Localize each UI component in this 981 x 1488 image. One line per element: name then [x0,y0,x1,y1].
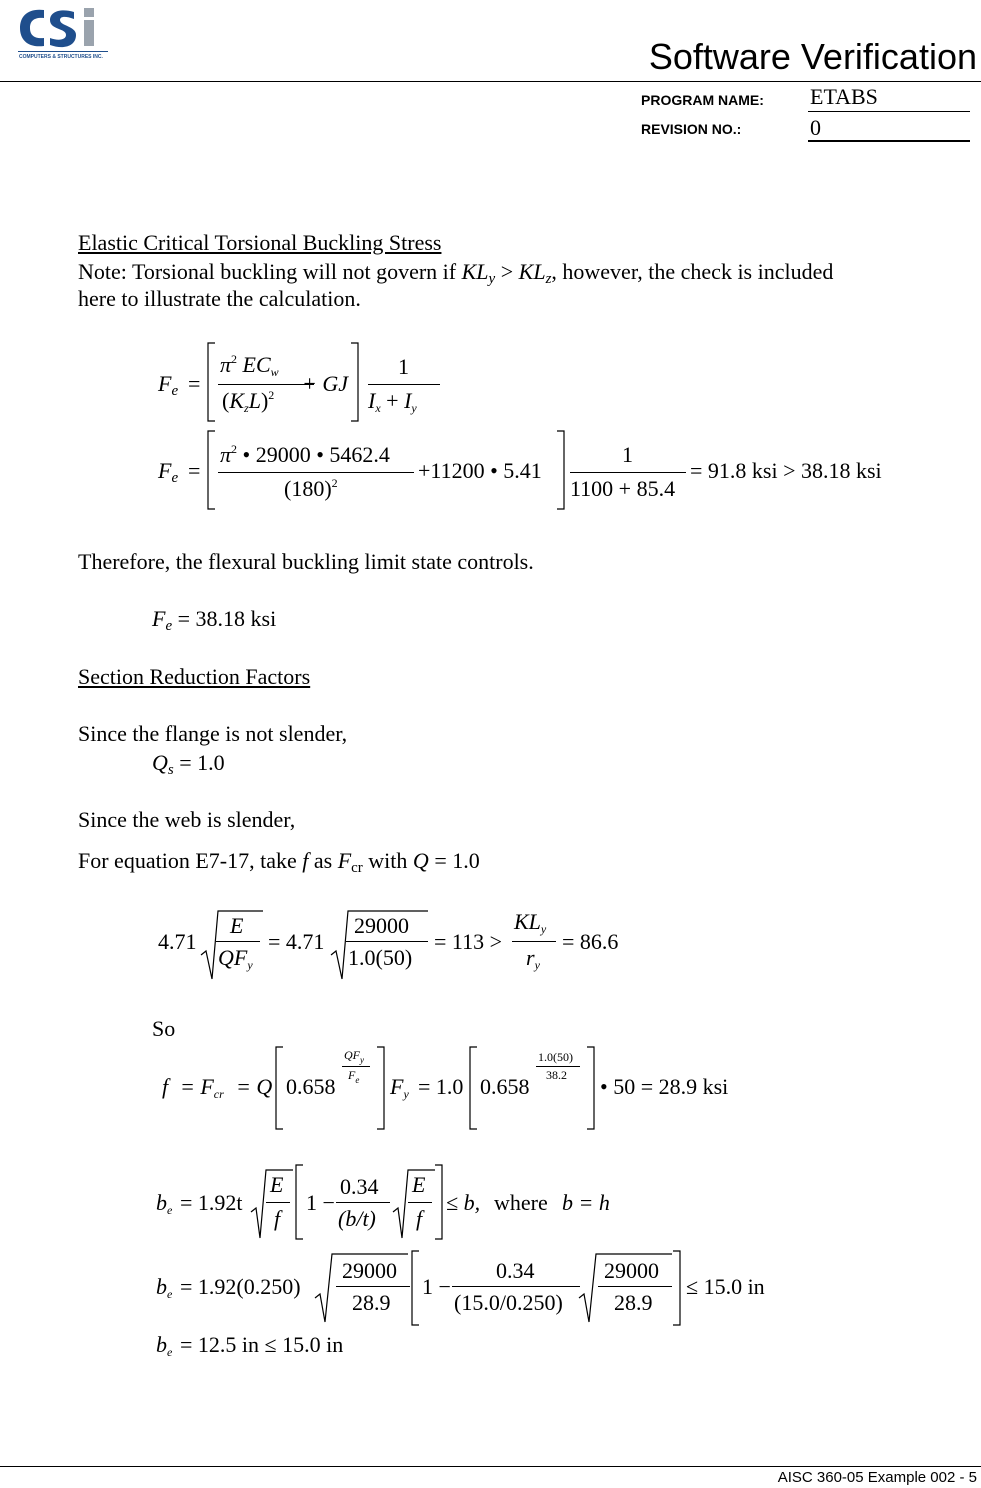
equation-fcr: f = $F_{cr}$ = Q 0.658 $QF_y$ $F_e$ $F_y$ = 1.0 0.658 1.0(50) 38.2 • 50 = 28.9 ksi [150,1040,770,1130]
left-bracket-icon [274,1046,284,1130]
revision-value: 0 [810,115,821,140]
therefore-text: Therefore, the flexural buckling limit state controls. [78,549,534,574]
section-heading-torsional: Elastic Critical Torsional Buckling Stress [78,230,442,255]
equation-be-numeric: $b_e$ = 1.92(0.250) 29000 28.9 1 − 0.34 (15.0/0.250) 29000 28.9 ≤ 15.0 in [150,1248,790,1328]
equation-fe-numeric: $F_e$ = $\pi^2$ • 29000 • 5462.4 $(180)^2$ +11200 • 5.41 1 1100 + 85.4 = 91.8 ksi > 38.18 ksi [150,428,930,513]
flange-text: Since the flange is not slender, [78,721,348,746]
torsional-note: Note: Torsional buckling will not govern if $KL_y > KL_z$, however, the check is included [78,259,834,287]
so-text: So [152,1016,176,1041]
right-bracket-icon [376,1046,386,1130]
program-name-label: PROGRAM NAME: [641,92,764,108]
equation-fe-symbolic: $F_e$ = $\pi^2$ $EC_w$ $(K_zL)^2$ + GJ 1 $I_x + I_y$ [150,340,470,425]
page-title: Software Verification [648,36,977,77]
revision-underline [808,140,970,142]
footer-rule [0,1466,981,1467]
left-bracket-icon [206,430,216,510]
equation-be-result: $b_e$ = 12.5 in ≤ 15.0 in [156,1332,344,1359]
right-bracket-icon [434,1164,444,1240]
left-bracket-icon [206,342,216,422]
section-heading-reduction: Section Reduction Factors [78,664,311,689]
left-bracket-icon [294,1164,304,1240]
logo [14,2,114,66]
logo-subtext: COMPUTERS & STRUCTURES INC. [19,54,103,60]
equation-slenderness: 4.71 E $QF_y$ = 4.71 29000 1.0(50) = 113 > $KL_y$ $r_y$ = 86.6 [150,905,670,985]
revision-label: REVISION NO.: [641,121,742,137]
fe-value-line: $F_e = 38.18$ ksi [152,606,277,634]
right-bracket-icon [672,1250,682,1326]
left-bracket-icon [468,1046,478,1130]
program-name-underline [808,111,970,112]
equation-be-symbolic: $b_e$ = 1.92t E f 1 − 0.34 (b/t) E f ≤ b, where b = h [150,1162,650,1242]
left-bracket-icon [410,1250,420,1326]
qs-value-line: $Q_s = 1.0$ [152,750,225,778]
right-bracket-icon [586,1046,596,1130]
torsional-note-line2: here to illustrate the calculation. [78,286,361,311]
right-bracket-icon [556,430,566,510]
right-bracket-icon [350,342,360,422]
for-equation-text: For equation E7-17, take f as $F_{cr}$ with Q = 1.0 [78,848,480,876]
footer-page-label: AISC 360-05 Example 002 - 5 [777,1469,977,1486]
web-text: Since the web is slender, [78,807,296,832]
header-rule [0,81,981,82]
program-name-value: ETABS [810,84,878,109]
